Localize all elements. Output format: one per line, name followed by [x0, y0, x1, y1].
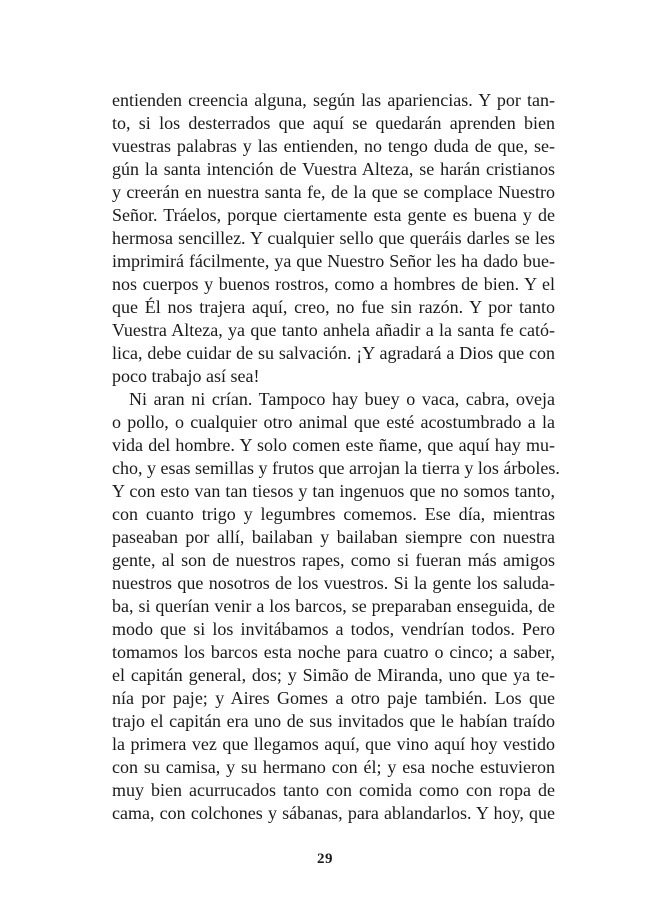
text-line: cho, y esas semillas y frutos que arrojan la tierra y los árboles.	[112, 458, 560, 478]
text-line: vuestras palabras y las entienden, no tengo duda de que, se-	[112, 136, 555, 156]
text-line: Señor. Tráelos, porque ciertamente esta gente es buena y de	[112, 205, 555, 225]
text-line: nuestros que nosotros de los vuestros. Si la gente los saluda-	[112, 573, 555, 593]
text-line: que Él nos trajera aquí, creo, no fue sin razón. Y por tanto	[112, 297, 555, 317]
text-line: ba, si querían venir a los barcos, se preparaban enseguida, de	[112, 596, 555, 616]
body-text	[112, 89, 560, 825]
text-line: Ni aran ni crían. Tampoco hay buey o vaca, cabra, oveja	[129, 389, 555, 409]
text-line: vida del hombre. Y solo comen este ñame, que aquí hay mu-	[112, 435, 555, 455]
text-line: Y con esto van tan tiesos y tan ingenuos que no somos tanto,	[112, 481, 555, 501]
text-line: nía por paje; y Aires Gomes a otro paje también. Los que	[112, 688, 555, 708]
text-line: gente, al son de nuestros rapes, como si fueran más amigos	[112, 550, 555, 570]
text-line: cama, con colchones y sábanas, para ablandarlos. Y hoy, que	[112, 803, 555, 823]
text-line: paseaban por allí, bailaban y bailaban siempre con nuestra	[112, 527, 555, 547]
text-line: trajo el capitán era uno de sus invitados que le habían traído	[112, 711, 555, 731]
text-line: tomamos los barcos esta noche para cuatro o cinco; a saber,	[112, 642, 555, 662]
text-line: poco trabajo así sea!	[112, 366, 260, 386]
text-line: y creerán en nuestra santa fe, de la que se complace Nuestro	[112, 182, 555, 202]
text-line: entienden creencia alguna, según las apariencias. Y por tan-	[112, 90, 555, 110]
text-line: lica, debe cuidar de su salvación. ¡Y agradará a Dios que con	[112, 343, 555, 363]
text-line: nos cuerpos y buenos rostros, como a hombres de bien. Y el	[112, 274, 555, 294]
text-line: modo que si los invitábamos a todos, vendrían todos. Pero	[112, 619, 555, 639]
text-line: con su camisa, y su hermano con él; y esa noche estuvieron	[112, 757, 555, 777]
page-number: 29	[317, 851, 333, 867]
text-line: gún la santa intención de Vuestra Alteza, se harán cristianos	[112, 159, 555, 179]
text-line: muy bien acurrucados tanto con comida como con ropa de	[112, 780, 555, 800]
text-line: con cuanto trigo y legumbres comemos. Ese día, mientras	[112, 504, 555, 524]
text-line: la primera vez que llegamos aquí, que vino aquí hoy vestido	[112, 734, 555, 754]
text-line: el capitán general, dos; y Simão de Miranda, uno que ya te-	[112, 665, 555, 685]
text-line: imprimirá fácilmente, ya que Nuestro Señor les ha dado bue-	[112, 251, 555, 271]
text-line: hermosa sencillez. Y cualquier sello que queráis darles se les	[112, 228, 555, 248]
text-line: to, si los desterrados que aquí se quedarán aprenden bien	[112, 113, 555, 133]
text-line: Vuestra Alteza, ya que tanto anhela añadir a la santa fe cató-	[112, 320, 555, 340]
text-line: o pollo, o cualquier otro animal que esté acostumbrado a la	[112, 412, 555, 432]
